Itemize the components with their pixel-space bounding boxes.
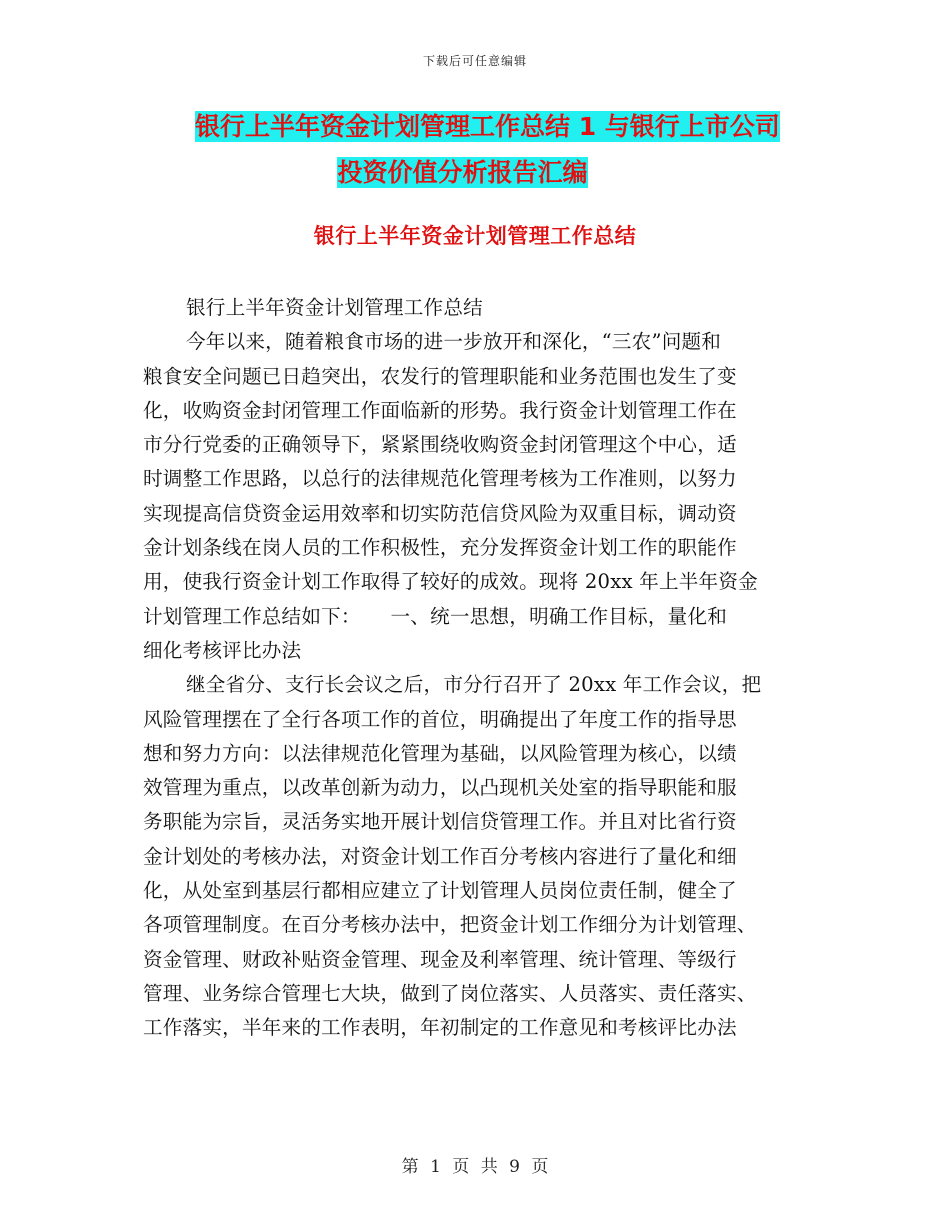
body-line: 化，收购资金封闭管理工作面临新的形势。我行资金计划管理工作在 (143, 398, 737, 422)
body-line: 时调整工作思路，以总行的法律规范化管理考核为工作准则，以努力 (143, 467, 737, 491)
header-note: 下载后可任意编辑 (422, 54, 527, 68)
body-line: 实现提高信贷资金运用效率和切实防范信贷风险为双重目标，调动资 (143, 501, 737, 525)
body-line: 今年以来，随着粮食市场的进一步放开和深化，“三农”问题和 (186, 330, 722, 354)
body-line: 资金管理、财政补贴资金管理、现金及利率管理、统计管理、等级行 (143, 947, 737, 971)
document-title-line-2: 投资价值分析报告汇编 (337, 158, 588, 187)
document-title-line-1: 银行上半年资金计划管理工作总结 1 与银行上市公司 (195, 112, 780, 141)
body-line: 风险管理摆在了全行各项工作的首位，明确提出了年度工作的指导思 (143, 707, 737, 731)
body-line: 化，从处室到基层行都相应建立了计划管理人员岗位责任制，健全了 (143, 879, 737, 903)
body-line: 继全省分、支行长会议之后，市分行召开了 20xx 年工作会议，把 (186, 673, 762, 697)
document-title (195, 104, 805, 196)
body-line: 金计划条线在岗人员的工作积极性，充分发挥资金计划工作的职能作 (143, 536, 737, 560)
section-title: 银行上半年资金计划管理工作总结 (313, 224, 637, 248)
body-line: 金计划处的考核办法，对资金计划工作百分考核内容进行了量化和细 (143, 844, 737, 868)
body-line: 细化考核评比办法 (143, 638, 302, 662)
body-line: 粮食安全问题已日趋突出，农发行的管理职能和业务范围也发生了变 (143, 364, 737, 388)
body-line: 效管理为重点，以改革创新为动力，以凸现机关处室的指导职能和服 (143, 776, 737, 800)
body-line: 计划管理工作总结如下： 一、统一思想，明确工作目标，量化和 (143, 604, 728, 628)
page-footer: 第 1 页 共 9 页 (401, 1157, 549, 1177)
body-line: 市分行党委的正确领导下，紧紧围绕收购资金封闭管理这个中心，适 (143, 433, 737, 457)
body-line: 银行上半年资金计划管理工作总结 (186, 296, 483, 319)
body-line: 务职能为宗旨，灵活务实地开展计划信贷管理工作。并且对比省行资 (143, 810, 737, 834)
body-text (143, 291, 808, 1046)
body-line: 用，使我行资金计划工作取得了较好的成效。现将 20xx 年上半年资金 (143, 570, 758, 594)
body-line: 各项管理制度。在百分考核办法中，把资金计划工作细分为计划管理、 (143, 913, 757, 937)
body-line: 工作落实，半年来的工作表明，年初制定的工作意见和考核评比办法 (143, 1016, 737, 1040)
body-line: 管理、业务综合管理七大块，做到了岗位落实、人员落实、责任落实、 (143, 981, 757, 1005)
body-line: 想和努力方向：以法律规范化管理为基础，以风险管理为核心，以绩 (143, 741, 737, 765)
